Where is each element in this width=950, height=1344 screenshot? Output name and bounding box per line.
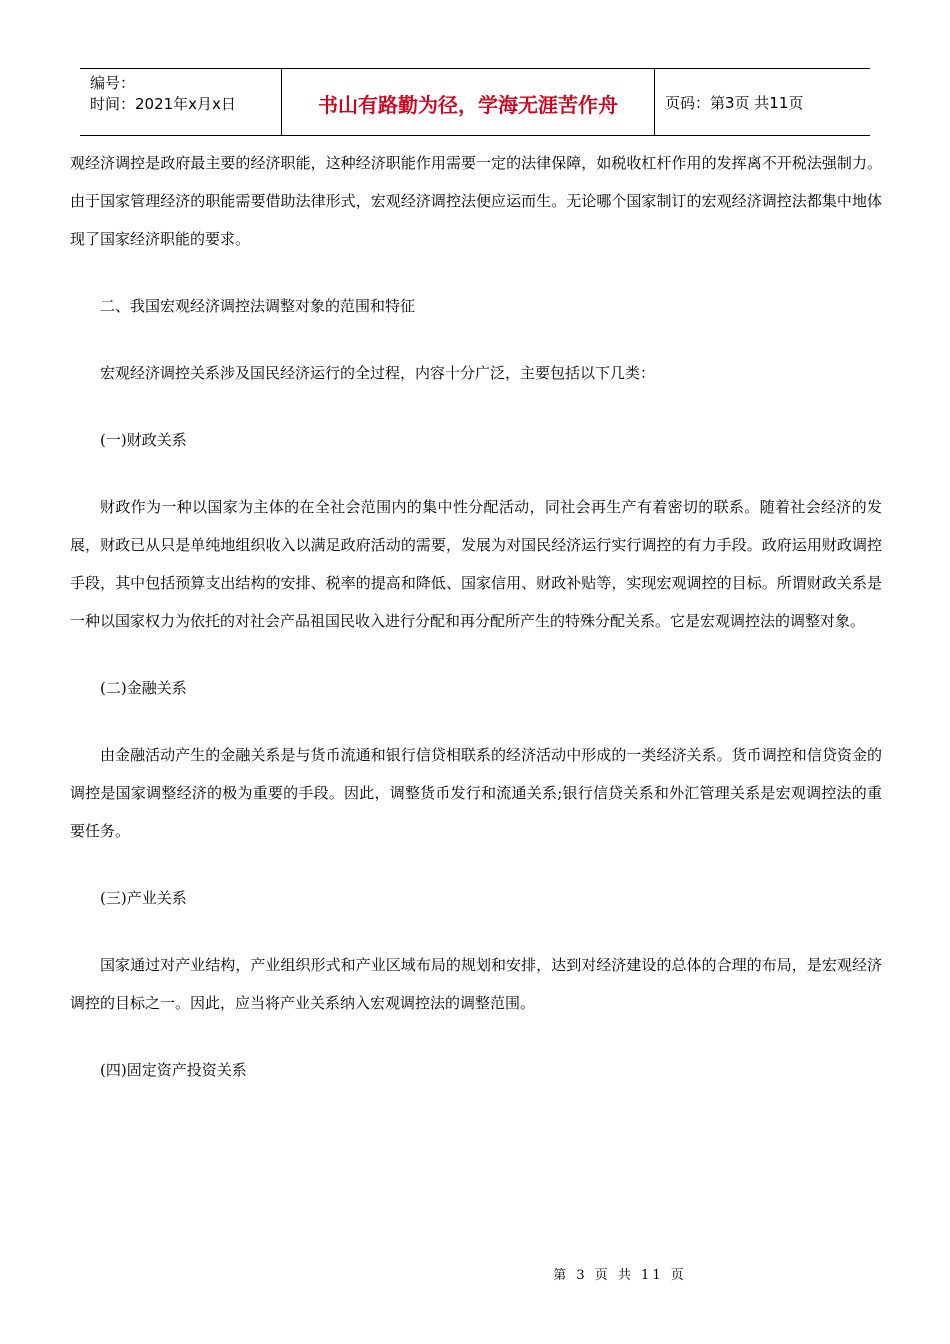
paragraph-banking: 由金融活动产生的金融关系是与货币流通和银行信贷相联系的经济活动中形成的一类经济关系。货币调控和信贷资金的调控是国家调整经济的极为重要的手段。因此，调整货币发行和流通关系;银行信贷关系和外汇管理关系是宏观调控法的重要任务。 bbox=[70, 746, 882, 840]
paragraph-intro: 观经济调控是政府最主要的经济职能，这种经济职能作用需要一定的法律保障，如税收杠杆作用的发挥离不开税法强制力。由于国家管理经济的职能需要借助法律形式，宏观经济调控法便应运而生。无论哪个国家制订的宏观经济调控法都集中地体现了国家经济职能的要求。 bbox=[70, 154, 882, 248]
paragraph-overview: 宏观经济调控关系涉及国民经济运行的全过程，内容十分广泛，主要包括以下几类： bbox=[100, 364, 656, 382]
document-number-label: 编号： bbox=[90, 74, 136, 92]
section-heading: 二、我国宏观经济调控法调整对象的范围和特征 bbox=[100, 297, 416, 315]
header-meta-cell bbox=[80, 69, 282, 135]
subsection-title-industry: (三)产业关系 bbox=[100, 889, 187, 907]
subsection-title-banking: (二)金融关系 bbox=[100, 679, 187, 697]
document-time-label: 时间：2021年x月x日 bbox=[90, 95, 236, 113]
page-footer: 第 3 页 共 11 页 bbox=[553, 1268, 687, 1283]
header-motto: 书山有路勤为径，学海无涯苦作舟 bbox=[282, 69, 655, 135]
paragraph-industry: 国家通过对产业结构，产业组织形式和产业区域布局的规划和安排，达到对经济建设的总体的合理的布局，是宏观经济调控的目标之一。因此，应当将产业关系纳入宏观调控法的调整范围。 bbox=[70, 956, 882, 1012]
header-page-info: 页码：第3页 共11页 bbox=[665, 93, 804, 112]
paragraph-finance: 财政作为一种以国家为主体的在全社会范围内的集中性分配活动，同社会再生产有着密切的联系。随着社会经济的发展，财政已从只是单纯地组织收入以满足政府活动的需要，发展为对国民经济运行实行调控的有力手段。政府运用财政调控手段，其中包括预算支出结构的安排、税率的提高和降低、国家信用、财政补贴等，实现宏观调控的目标。所谓财政关系是一种以国家权力为依托的对社会产品祖国民收入进行分配和再分配所产生的特殊分配关系。它是宏观调控法的调整对象。 bbox=[70, 498, 882, 630]
subsection-title-investment: (四)固定资产投资关系 bbox=[100, 1061, 247, 1079]
document-header bbox=[80, 68, 870, 136]
subsection-title-finance: (一)财政关系 bbox=[100, 431, 187, 449]
document-body bbox=[70, 144, 882, 1089]
